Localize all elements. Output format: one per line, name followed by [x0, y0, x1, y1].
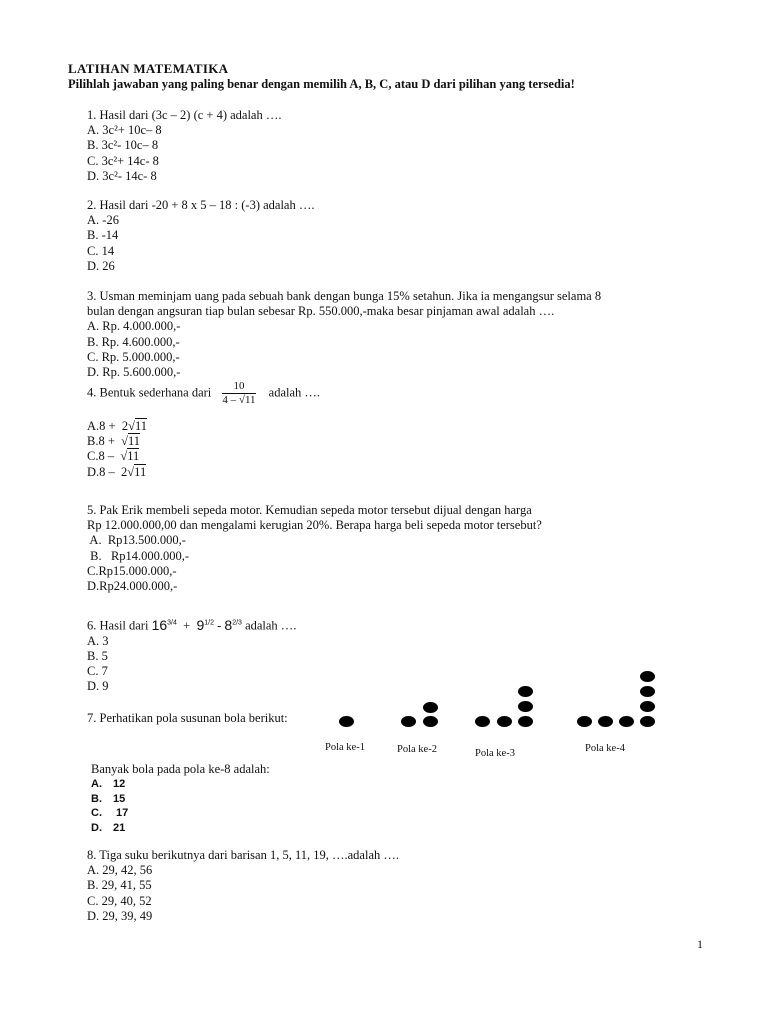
option-5b[interactable]: B. Rp14.000.000,-: [87, 548, 190, 563]
option-5d[interactable]: D.Rp24.000.000,-: [87, 579, 178, 594]
ball: [339, 716, 354, 727]
question-6-stem: 6. Hasil dari $16^{3/4} + 9^{1/2} - 8^{2/3}$ adalah ….: [87, 616, 297, 633]
question-4-stem: [87, 380, 727, 407]
option-4c[interactable]: C.8 – √11: [87, 449, 140, 464]
option-7d[interactable]: D. 21: [91, 821, 126, 834]
ball: [518, 716, 533, 727]
option-2c[interactable]: C. 14: [87, 243, 115, 258]
ball: [640, 701, 655, 712]
ball: [475, 716, 490, 727]
pattern-label-2: Pola ke-2: [397, 744, 437, 755]
option-4d[interactable]: D.8 – 2√11: [87, 464, 147, 479]
fraction-denominator: 4 – √11: [222, 394, 256, 406]
pattern-label-4: Pola ke-4: [585, 743, 625, 754]
option-1a[interactable]: A. 3c²+ 10c– 8: [87, 123, 162, 138]
option-2a[interactable]: A. -26: [87, 213, 119, 228]
ball: [518, 701, 533, 712]
question-3-stem-line2: bulan dengan angsuran tiap bulan sebesar Rp. 550.000,-maka besar pinjaman awal adalah ….: [87, 304, 555, 319]
ball: [640, 671, 655, 682]
page-number: 1: [697, 937, 703, 951]
question-2-stem: 2. Hasil dari -20 + 8 x 5 – 18 : (-3) adalah ….: [87, 198, 315, 212]
ball: [640, 716, 655, 727]
option-8b[interactable]: B. 29, 41, 55: [87, 878, 152, 893]
question-4-stem-post: adalah ….: [268, 385, 321, 400]
power-term-1: $16^{3/4}$: [151, 616, 177, 633]
option-7a[interactable]: A. 12: [91, 778, 126, 791]
pattern-label-3: Pola ke-3: [475, 748, 515, 759]
option-2b[interactable]: B. -14: [87, 228, 119, 243]
option-5a[interactable]: A. Rp13.500.000,-: [87, 533, 186, 548]
question-5: [87, 503, 727, 594]
option-7c[interactable]: C. 17: [91, 807, 129, 820]
ball: [598, 716, 613, 727]
option-1d[interactable]: D. 3c²- 14c- 8: [87, 168, 157, 183]
option-3b[interactable]: B. Rp. 4.600.000,-: [87, 334, 180, 349]
question-3: [87, 289, 727, 380]
option-1b[interactable]: B. 3c²- 10c– 8: [87, 138, 159, 153]
question-4-stem-pre: 4. Bentuk sederhana dari: [87, 385, 212, 400]
fraction-numerator: 10: [222, 380, 255, 394]
ball: [518, 686, 533, 697]
question-8-stem: 8. Tiga suku berikutnya dari barisan 1, 5, 11, 19, ….adalah ….: [87, 848, 399, 862]
option-6b[interactable]: B. 5: [87, 649, 108, 664]
power-term-2: $9^{1/2}$: [196, 616, 214, 633]
question-5-stem-line2: Rp 12.000.000,00 dan mengalami kerugian 20%. Berapa harga beli sepeda motor tersebut?: [87, 518, 542, 533]
question-1-stem: 1. Hasil dari (3c – 2) (c + 4) adalah ….: [87, 108, 282, 122]
question-3-stem-line1: 3. Usman meminjam uang pada sebuah bank dengan bunga 15% setahun. Jika ia mengangsur selama 8: [87, 289, 602, 303]
page-title: LATIHAN MATEMATIKA: [68, 61, 229, 76]
instructions: Pilihlah jawaban yang paling benar dengan memilih A, B, C, atau D dari pilihan yang tersedia!: [68, 77, 575, 91]
ball: [423, 716, 438, 727]
option-3c[interactable]: C. Rp. 5.000.000,-: [87, 349, 180, 364]
ball: [577, 716, 592, 727]
option-2d[interactable]: D. 26: [87, 258, 115, 273]
power-term-3: $8^{2/3}$: [224, 616, 242, 633]
option-5c[interactable]: C.Rp15.000.000,-: [87, 563, 177, 578]
option-3a[interactable]: A. Rp. 4.000.000,-: [87, 319, 181, 334]
option-4b[interactable]: B.8 + √11: [87, 434, 141, 449]
question-1: [87, 108, 727, 184]
ball: [619, 716, 634, 727]
pattern-label-1: Pola ke-1: [325, 742, 365, 753]
ball: [423, 702, 438, 713]
option-6a[interactable]: A. 3: [87, 633, 109, 648]
question-7-question: Banyak bola pada pola ke-8 adalah:: [91, 762, 270, 776]
question-7-stem: 7. Perhatikan pola susunan bola berikut:: [87, 711, 288, 725]
ball: [497, 716, 512, 727]
fraction: [222, 380, 255, 407]
question-7-body: [91, 762, 731, 835]
option-7b[interactable]: B. 15: [91, 792, 126, 805]
option-8a[interactable]: A. 29, 42, 56: [87, 863, 153, 878]
option-6c[interactable]: C. 7: [87, 664, 108, 679]
option-4a[interactable]: A.8 + 2√11: [87, 419, 147, 433]
sqrt-radicand: 11: [244, 394, 256, 406]
question-2: [87, 198, 727, 274]
question-5-stem-line1: 5. Pak Erik membeli sepeda motor. Kemudian sepeda motor tersebut dijual dengan harga: [87, 503, 532, 517]
ball: [401, 716, 416, 727]
question-8: [87, 848, 727, 924]
question-4: [87, 380, 727, 480]
option-1c[interactable]: C. 3c²+ 14c- 8: [87, 153, 159, 168]
question-6: [87, 615, 727, 695]
option-3d[interactable]: D. Rp. 5.600.000,-: [87, 365, 181, 380]
option-8d[interactable]: D. 29, 39, 49: [87, 908, 153, 923]
ball: [640, 686, 655, 697]
option-8c[interactable]: C. 29, 40, 52: [87, 893, 152, 908]
option-6d[interactable]: D. 9: [87, 679, 109, 694]
